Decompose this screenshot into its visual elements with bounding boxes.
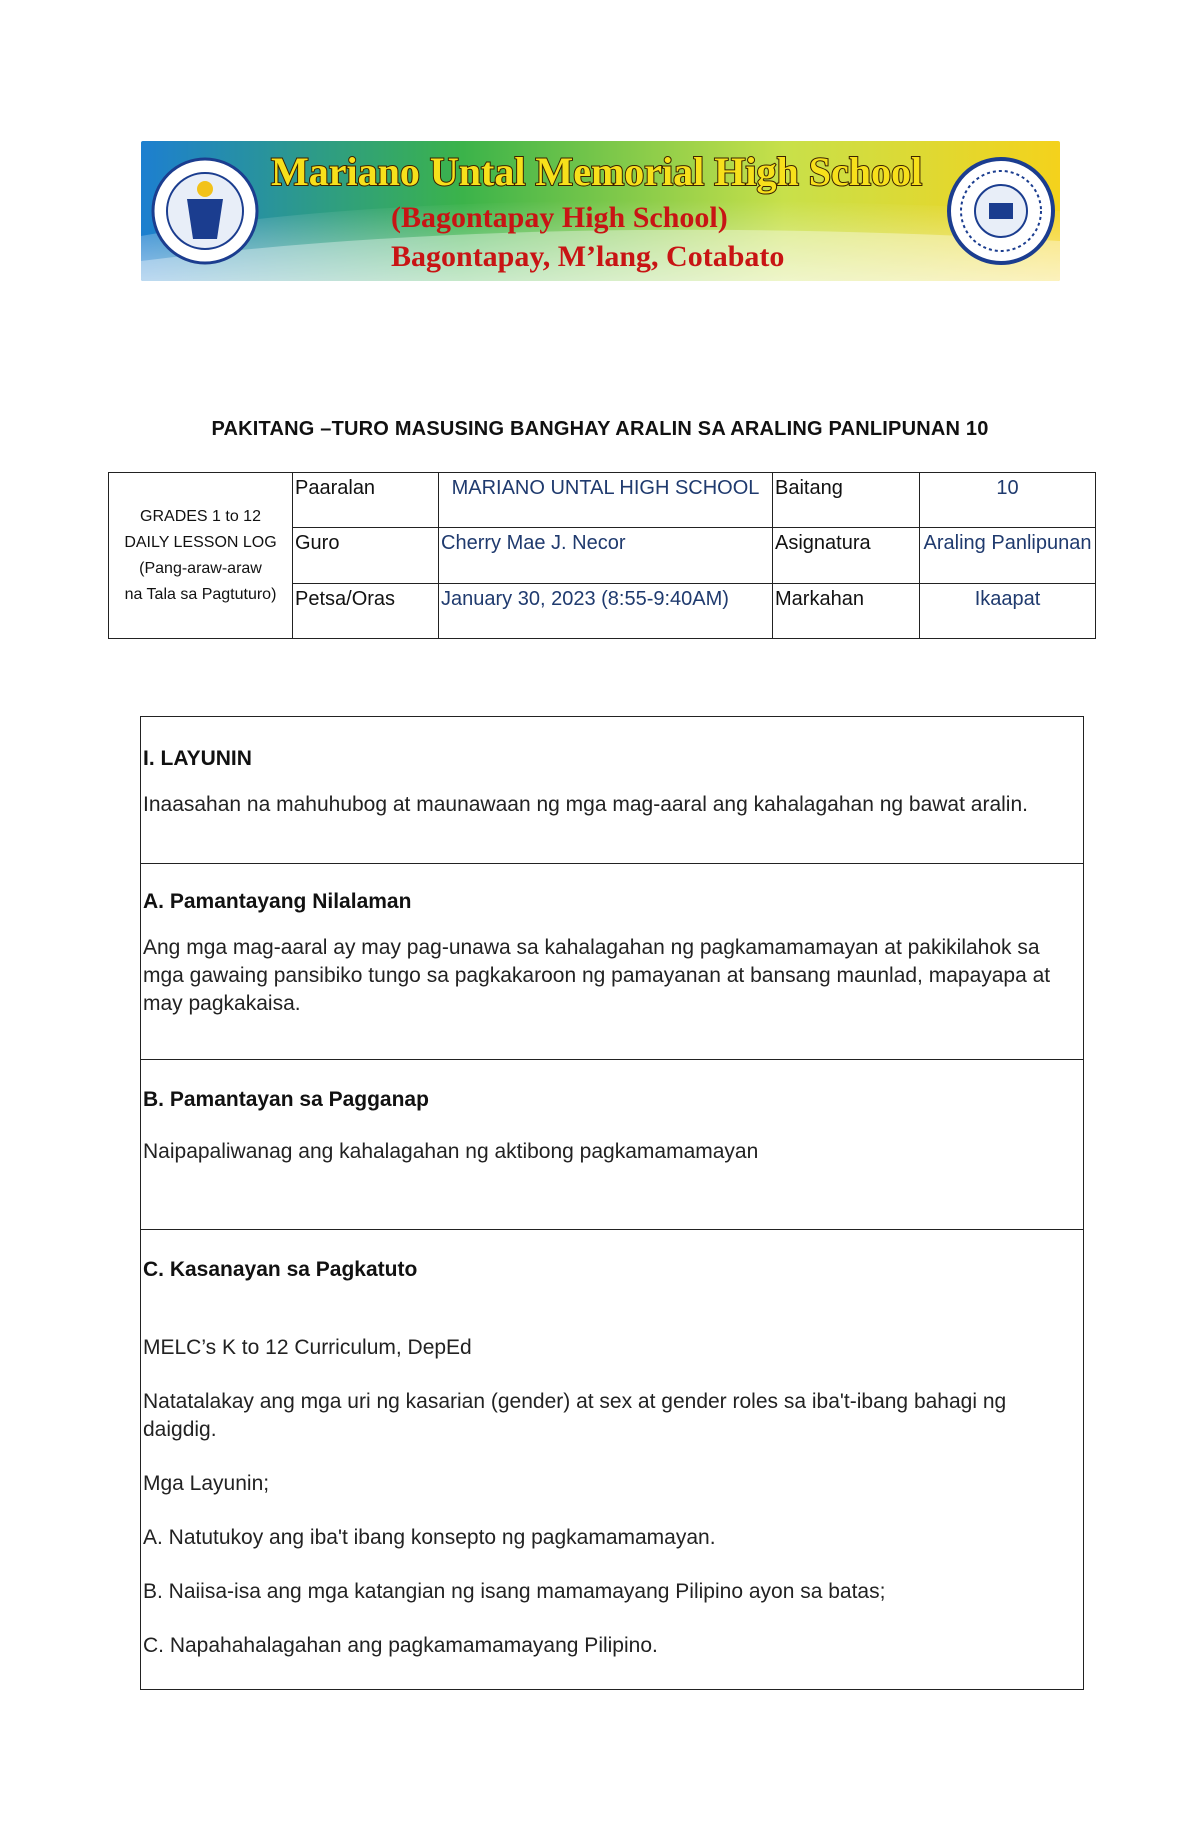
banner-graphic [141,141,1060,281]
dll-side-label [109,473,293,639]
label-guro: Guro [293,528,439,583]
objectives-label: Mga Layunin; [143,1472,270,1495]
value-markahan: Ikaapat [920,583,1096,638]
section-layunin [141,717,1083,864]
section-heading: A. Pamantayang Nilalaman [143,890,412,913]
label-paaralan: Paaralan [293,473,439,528]
value-petsa: January 30, 2023 (8:55-9:40AM) [439,583,773,638]
value-asignatura: Araling Panlipunan [920,528,1096,583]
competency-text: Natatalakay ang mga uri ng kasarian (gender) at sex at gender roles sa iba't-ibang bahagi ng daigdig. [143,1390,1007,1441]
objective-c: C. Napahahalagahan ang pagkamamamayang Pilipino. [143,1634,658,1657]
side-label-line: GRADES 1 to 12 [140,507,261,525]
label-asignatura: Asignatura [773,528,920,583]
page-title: PAKITANG –TURO MASUSING BANGHAY ARALIN SA ARALING PANLIPUNAN 10 [211,418,989,440]
section-pamantayan-pagganap [141,1060,1083,1230]
school-seal-icon [949,159,1053,263]
section-pamantayang-nilalaman [141,864,1083,1060]
section-kasanayan-pagkatuto [141,1230,1083,1689]
value-guro: Cherry Mae J. Necor [439,528,773,583]
section-text: Inaasahan na mahuhubog at maunawaan ng mga mag-aaral ang kahalagahan ng bawat aralin. [143,793,1028,816]
objective-a: A. Natutukoy ang iba't ibang konsepto ng pagkamamamayan. [143,1526,716,1549]
banner-alt-name: (Bagontapay High School) [391,201,728,234]
section-heading: B. Pamantayan sa Pagganap [143,1088,429,1111]
dll-header-table [108,472,1096,639]
section-text: Ang mga mag-aaral ay may pag-unawa sa kahalagahan ng pagkamamamayan at pakikilahok sa mga gawaing pansibiko tungo sa pagkakaroon ng pamayanan at bansang maunlad, mapayapa at may pagkakaisa. [143,936,1051,1015]
label-markahan: Markahan [773,583,920,638]
section-heading: C. Kasanayan sa Pagkatuto [143,1258,418,1281]
source-text: MELC’s K to 12 Curriculum, DepEd [143,1336,472,1359]
objective-b: B. Naiisa-isa ang mga katangian ng isang mamamayang Pilipino ayon sa batas; [143,1580,886,1603]
value-baitang: 10 [920,473,1096,528]
section-text: Naipapaliwanag ang kahalagahan ng aktibong pagkamamamayan [143,1140,759,1163]
label-baitang: Baitang [773,473,920,528]
deped-seal-icon [153,159,257,263]
banner-school-name: Mariano Untal Memorial High School [271,149,923,194]
banner-address: Bagontapay, M’lang, Cotabato [391,240,785,273]
side-label-line: DAILY LESSON LOG [124,533,277,551]
section-heading: I. LAYUNIN [143,747,252,770]
side-label-line: na Tala sa Pagtuturo) [124,585,277,603]
lesson-plan-box [140,716,1084,1690]
side-label-line: (Pang-araw-araw [139,559,262,577]
value-paaralan: MARIANO UNTAL HIGH SCHOOL [439,473,773,528]
label-petsa: Petsa/Oras [293,583,439,638]
table-row [109,473,1096,528]
school-banner [141,141,1060,281]
